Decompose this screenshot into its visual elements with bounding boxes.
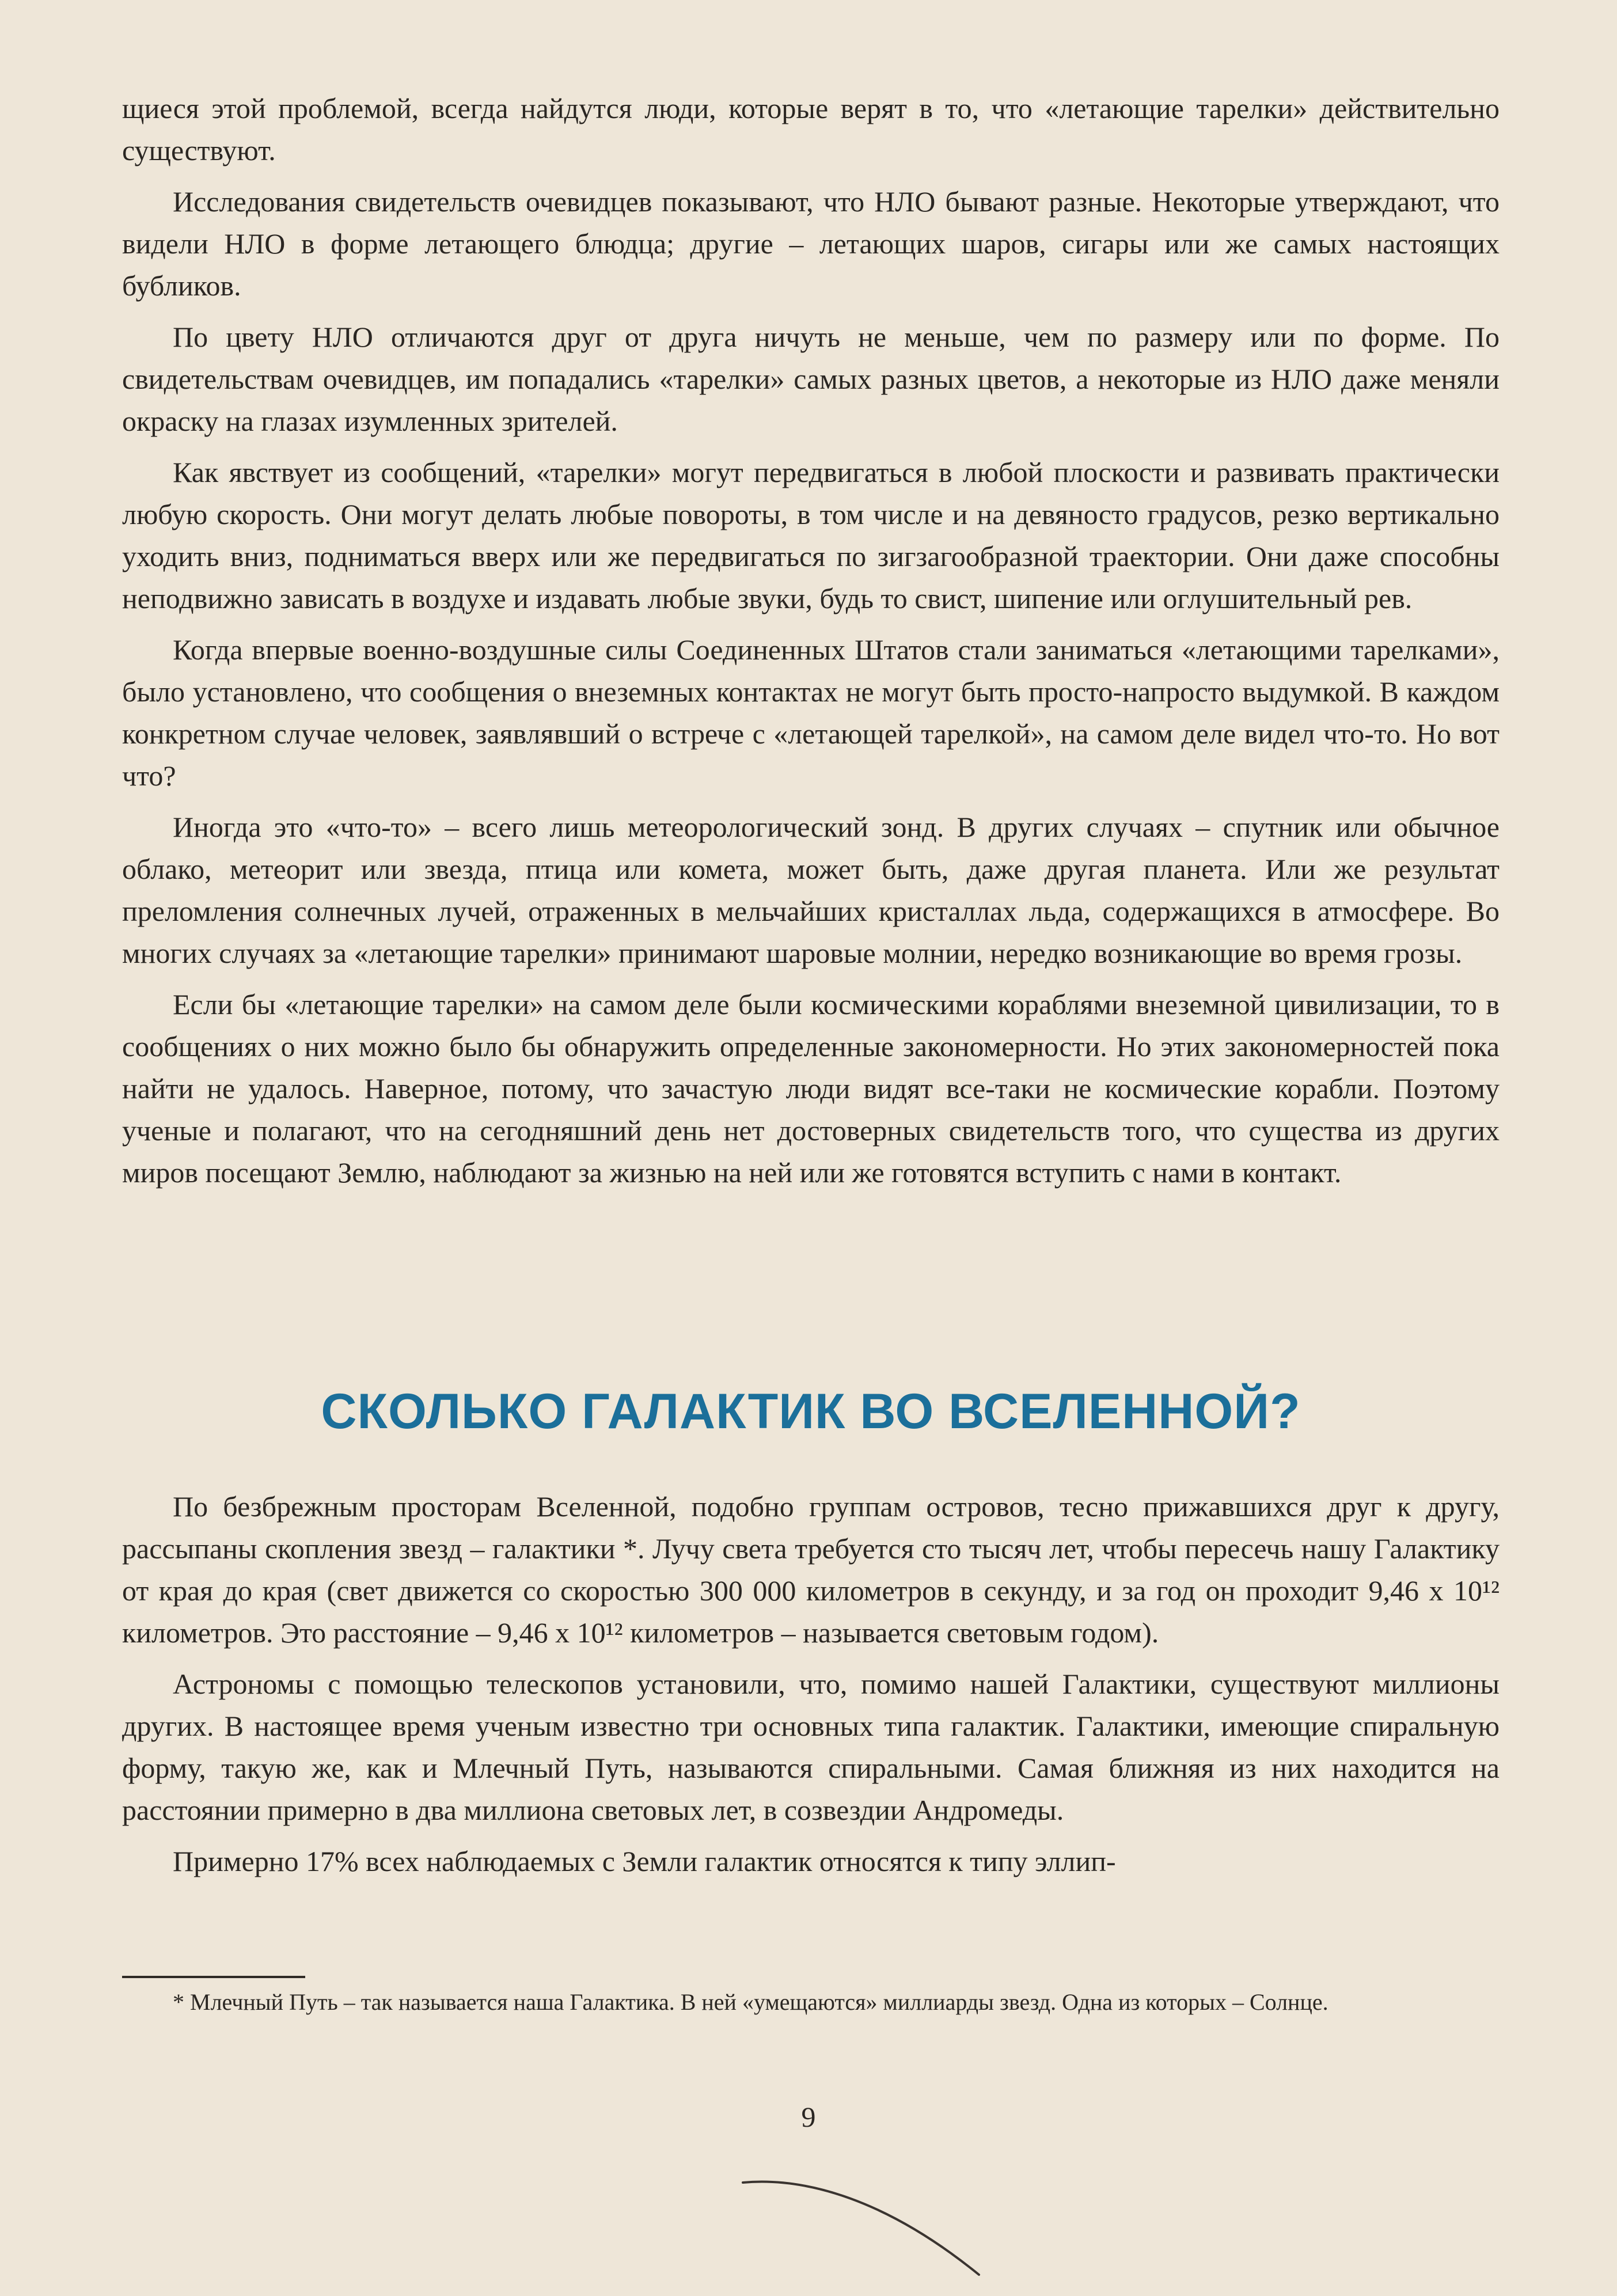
paragraph: По безбрежным просторам Вселенной, подобно группам островов, тесно прижавшихся друг к другу, рассыпаны скопления звезд – галактики *. Лучу света требуется сто тысяч лет, чтобы пересечь нашу Галактику от края до края (свет движется со скоростью 300 000 километров в секунду, и за год он проходит 9,46 x 10¹² километров. Это расстояние – 9,46 x 10¹² километров – называется световым годом).	[122, 1490, 1500, 1649]
scan-pen-mark	[737, 2165, 990, 2280]
paragraph: Астрономы с помощью телескопов установили, что, помимо нашей Галактики, существуют миллионы других. В настоящее время ученым известно три основных типа галактик. Галактики, имеющие спиральную форму, такую же, как и Млечный Путь, называются спиральными. Самая ближняя из них находится на расстоянии примерно в два миллиона световых лет, в созвездии Андромеды.	[122, 1668, 1500, 1826]
top-text-block	[122, 88, 1500, 1194]
paragraph: Когда впервые военно-воздушные силы Соединенных Штатов стали заниматься «летающими тарелками», было установлено, что сообщения о внеземных контактах не могут быть просто-напросто выдумкой. В каждом конкретном случае человек, заявлявший о встрече с «летающей тарелкой», на самом деле видел что-то. Но вот что?	[122, 633, 1500, 792]
section-text-block	[122, 1486, 1500, 1883]
section-heading: СКОЛЬКО ГАЛАКТИК ВО ВСЕЛЕННОЙ?	[321, 1384, 1301, 1439]
paragraph: По цвету НЛО отличаются друг от друга ничуть не меньше, чем по размеру или по форме. По свидетельствам очевидцев, им попадались «тарелки» самых разных цветов, а некоторые из НЛО даже меняли окраску на глазах изумленных зрителей.	[122, 321, 1500, 437]
page-number: 9	[801, 2101, 816, 2133]
paragraph: Исследования свидетельств очевидцев показывают, что НЛО бывают разные. Некоторые утверждают, что видели НЛО в форме летающего блюдца; другие – летающих шаров, сигары или же самых настоящих бубликов.	[122, 185, 1500, 302]
paragraph: Иногда это «что-то» – всего лишь метеорологический зонд. В других случаях – спутник или обычное облако, метеорит или звезда, птица или комета, может быть, даже другая планета. Или же результат преломления солнечных лучей, отраженных в мельчайших кристаллах льда, содержащихся в атмосфере. Во многих случаях за «летающие тарелки» принимают шаровые молнии, нередко возникающие во время грозы.	[122, 811, 1500, 969]
paragraph-continued: щиеся этой проблемой, всегда найдутся люди, которые верят в то, что «летающие тарелки» действительно существуют.	[122, 92, 1500, 166]
paragraph: Если бы «летающие тарелки» на самом деле были космическими кораблями внеземной цивилизации, то в сообщениях о них можно было бы обнаружить определенные закономерности. Но этих закономерностей пока найти не удалось. Наверное, потому, что зачастую люди видят все-таки не космические корабли. Поэтому ученые и полагают, что на сегодняшний день нет достоверных свидетельств того, что существа из других миров посещают Землю, наблюдают за жизнью на ней или же готовятся вступить с нами в контакт.	[122, 988, 1500, 1189]
footnote-divider	[122, 1976, 305, 1978]
footnote: * Млечный Путь – так называется наша Галактика. В ней «умещаются» миллиарды звезд. Одна из которых – Солнце.	[173, 1989, 1328, 2015]
paragraph: Как явствует из сообщений, «тарелки» могут передвигаться в любой плоскости и развивать практически любую скорость. Они могут делать любые повороты, в том числе и на девяносто градусов, резко вертикально уходить вниз, подниматься вверх или же передвигаться по зигзагообразной траектории. Они даже способны неподвижно зависать в воздухе и издавать любые звуки, будь то свист, шипение или оглушительный рев.	[122, 456, 1500, 614]
paragraph: Примерно 17% всех наблюдаемых с Земли галактик относятся к типу эллип-	[173, 1845, 1116, 1877]
